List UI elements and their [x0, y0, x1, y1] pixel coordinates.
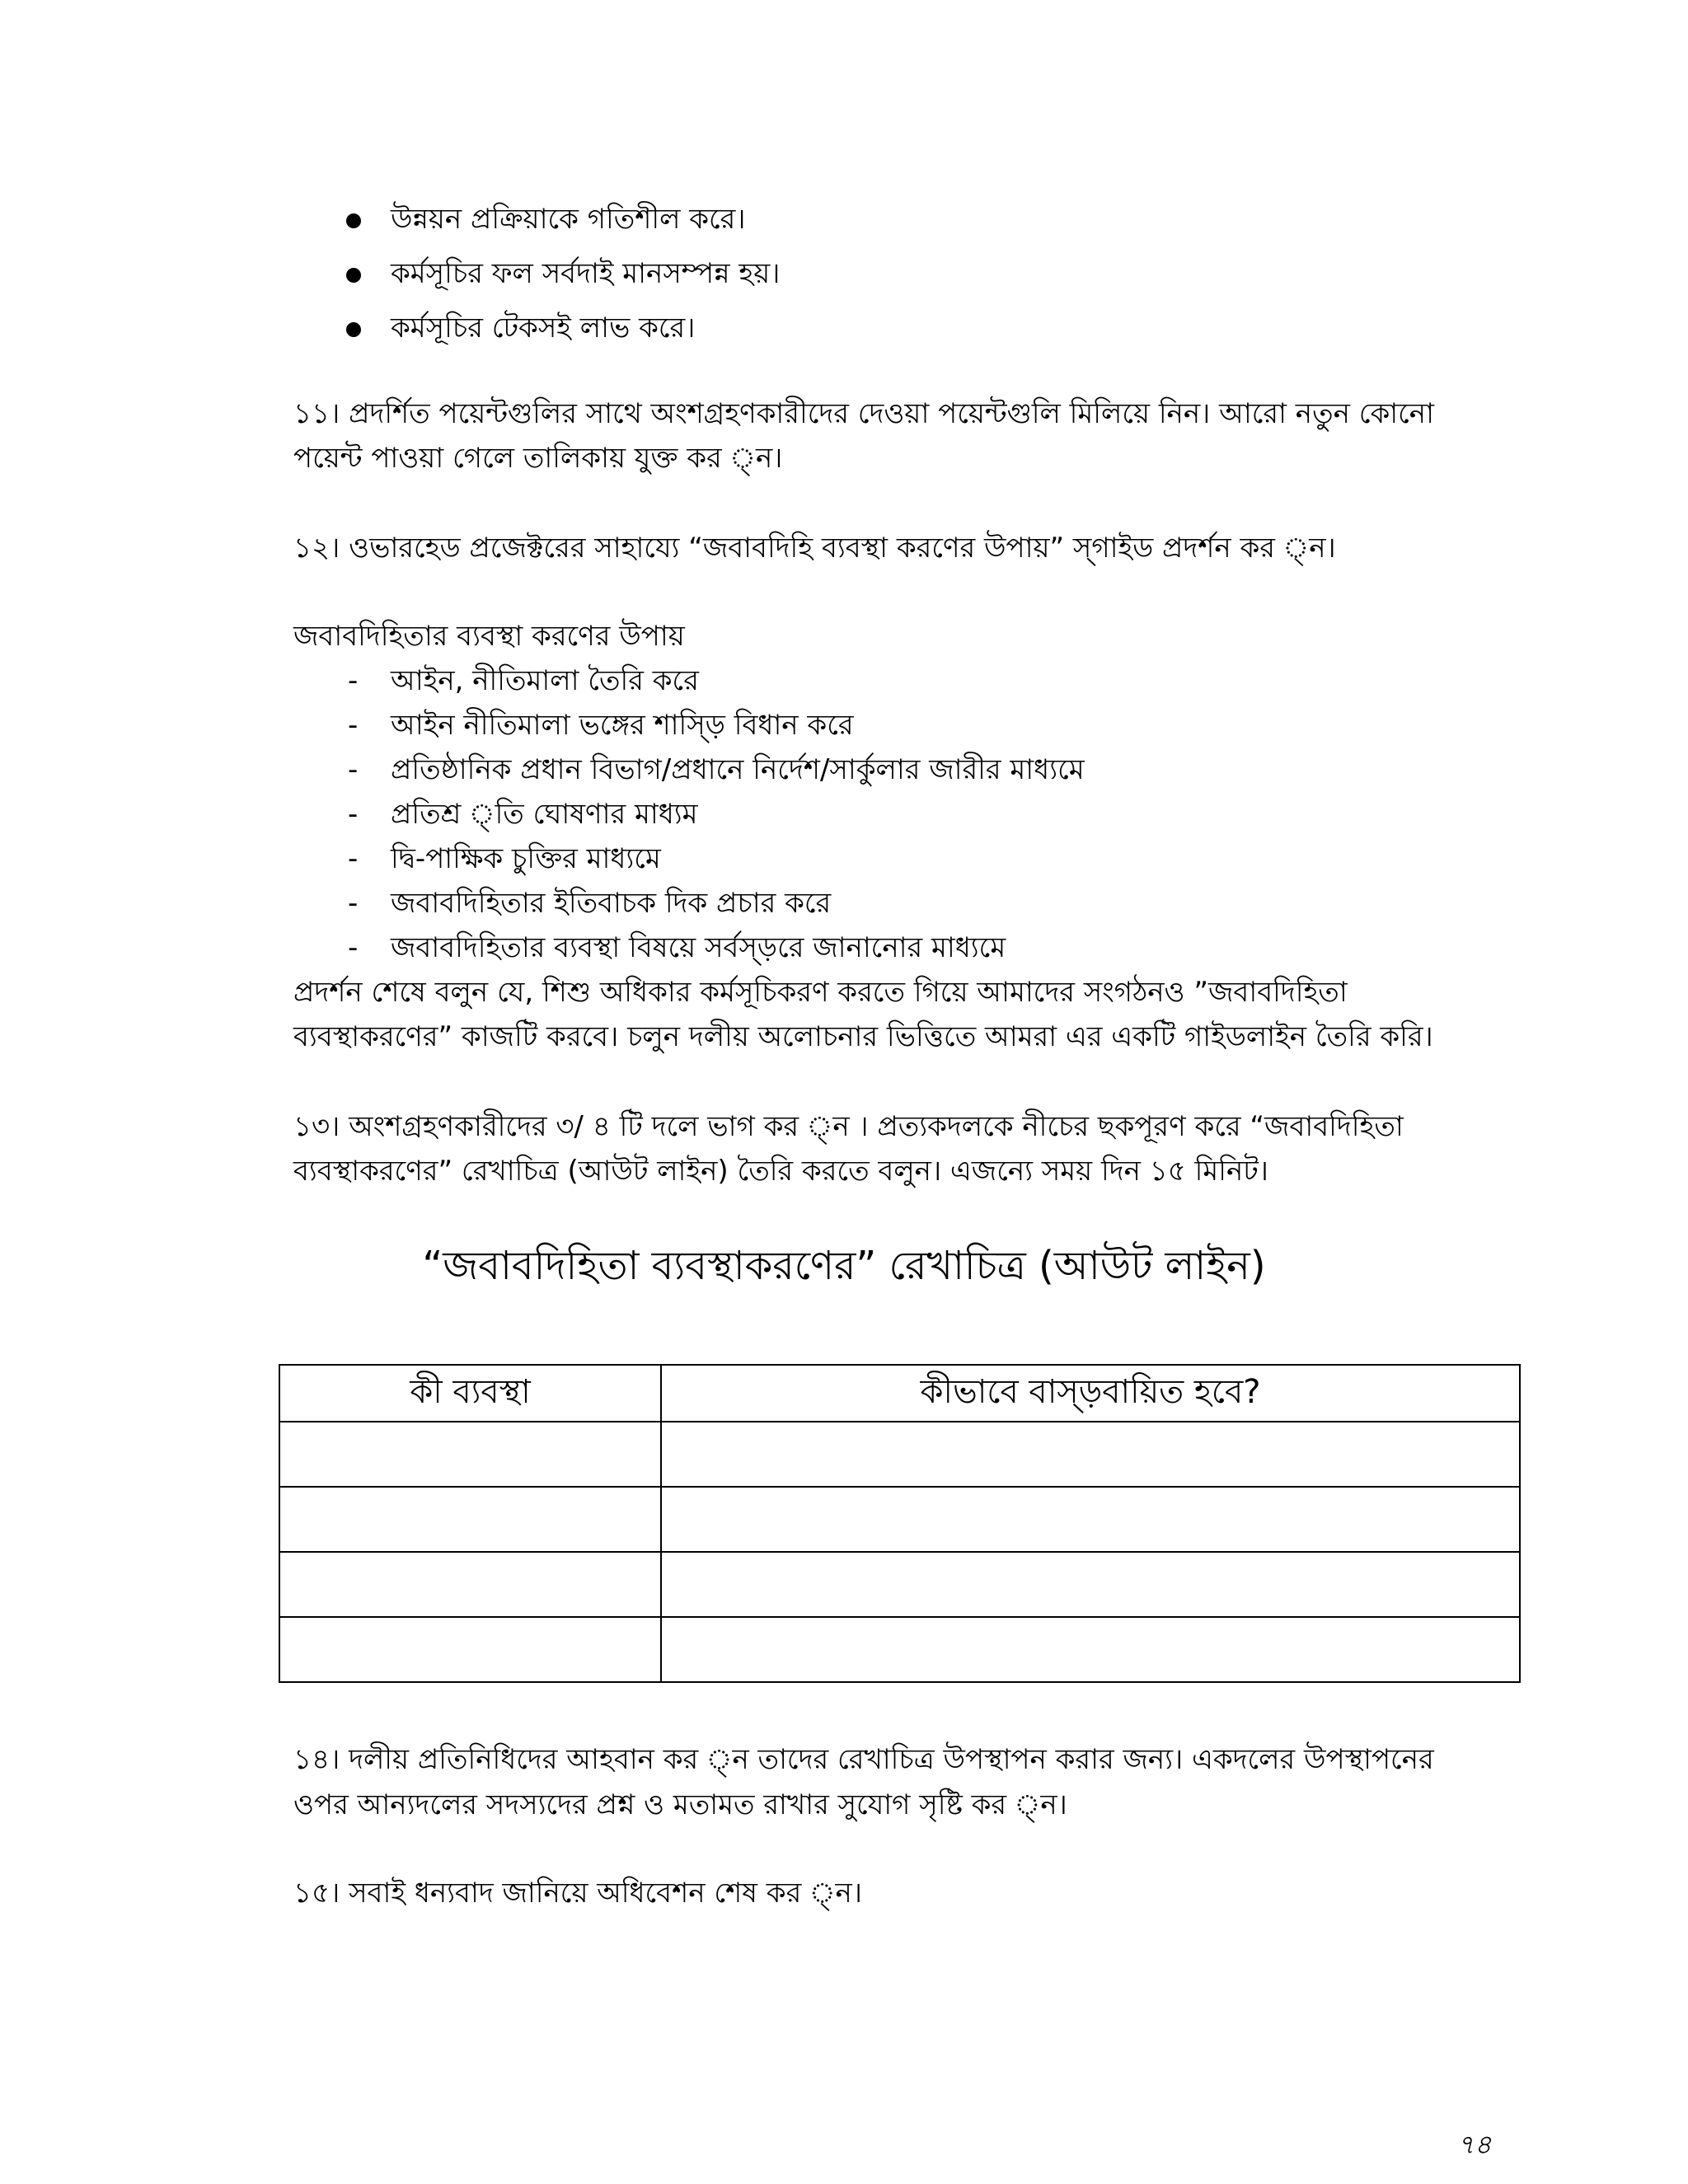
step-14-line-2: ওপর আন্যদলের সদস্যদের প্রশ্ন ও মতামত রাখার সুযোগ সৃষ্টি কর ্ন।: [293, 1788, 1067, 1821]
list-dash: -: [348, 709, 359, 742]
bullet-dot: [346, 213, 361, 228]
step-13-line-1: ১৩। অংশগ্রহণকারীদের ৩/ ৪ টি দলে ভাগ কর ্ন । প্রত্যকদলকে নীচের ছকপূরণ করে “জবাবদিহিতা: [293, 1110, 1404, 1143]
table-cell-measure[interactable]: [279, 1617, 661, 1682]
method-item-7: জবাবদিহিতার ব্যবস্থা বিষয়ে সর্বস্ড়রে জানানোর মাধ্যমে: [391, 931, 1006, 964]
method-item-4: প্রতিশ্র ্তি ঘোষণার মাধ্যম: [391, 798, 698, 831]
table-cell-implementation[interactable]: [661, 1617, 1520, 1682]
method-item-5: দ্বি-পাক্ষিক চুক্তির মাধ্যমে: [391, 842, 661, 875]
table-row: [279, 1552, 1520, 1617]
step-11-line-1: ১১। প্রদর্শিত পয়েন্টগুলির সাথে অংশগ্রহণকারীদের দেওয়া পয়েন্টগুলি মিলিয়ে নিন। আরো নতুন কোনো: [293, 397, 1434, 430]
bullet-item-3: কর্মসূচির টেকসই লাভ করে।: [391, 312, 696, 344]
step-13-line-2: ব্যবস্থাকরণের” রেখাচিত্র (আউট লাইন) তৈরি করতে বলুন। এজন্যে সময় দিন ১৫ মিনিট।: [293, 1155, 1268, 1188]
list-dash: -: [348, 798, 359, 831]
bullet-dot: [346, 268, 361, 283]
table-cell-implementation[interactable]: [661, 1552, 1520, 1617]
step-15-line-1: ১৫। সবাই ধন্যবাদ জানিয়ে অধিবেশন শেষ কর ্ন।: [293, 1877, 862, 1910]
method-item-2: আইন নীতিমালা ভঙ্গের শাস্ড়ি বিধান করে: [391, 709, 854, 742]
table-row: [279, 1487, 1520, 1552]
table-header-row: [279, 1365, 1520, 1422]
method-item-1: আইন, নীতিমালা তৈরি করে: [391, 664, 699, 697]
list-dash: -: [348, 753, 359, 786]
presentation-note-line-2: ব্যবস্থাকরণের” কাজটি করবে। চলুন দলীয় অলোচনার ভিত্তিতে আমরা এর একটি গাইডলাইন তৈরি করি।: [293, 1020, 1433, 1053]
bullet-item-1: উন্নয়ন প্রক্রিয়াকে গতিশীল করে।: [391, 203, 746, 236]
page-number: ৭৪: [1457, 2129, 1492, 2160]
list-dash: -: [348, 842, 359, 875]
step-11-line-2: পয়েন্ট পাওয়া গেলে তালিকায় যুক্ত কর ্ন।: [293, 442, 783, 475]
column-header-implementation: কীভাবে বাস্ড়বায়িত হবে?: [661, 1365, 1520, 1422]
step-12-line-1: ১২। ওভারহেড প্রজেক্টরের সাহায্যে “জবাবদিহি ব্যবস্থা করণের উপায়” স্গাইড প্রদর্শন কর ্ন।: [293, 532, 1336, 565]
bullet-dot: [346, 322, 361, 337]
methods-title: জবাবদিহিতার ব্যবস্থা করণের উপায়: [293, 620, 685, 653]
table-cell-measure[interactable]: [279, 1552, 661, 1617]
list-dash: -: [348, 931, 359, 964]
presentation-note-line-1: প্রদর্শন শেষে বলুন যে, শিশু অধিকার কর্মসূচিকরণ করতে গিয়ে আমাদের সংগঠনও ”জবাবদিহিতা: [293, 976, 1348, 1009]
list-dash: -: [348, 664, 359, 697]
method-item-3: প্রতিষ্ঠানিক প্রধান বিভাগ/প্রধানে নির্দেশ/সার্কুলার জারীর মাধ্যমে: [391, 753, 1085, 786]
outline-heading: “জবাবদিহিতা ব্যবস্থাকরণের” রেখাচিত্র (আউট লাইন): [422, 1243, 1266, 1289]
step-14-line-1: ১৪। দলীয় প্রতিনিধিদের আহবান কর ্ন তাদের রেখাচিত্র উপস্থাপন করার জন্য। একদলের উপস্থাপনের: [293, 1743, 1434, 1776]
outline-table: [279, 1364, 1521, 1683]
column-header-measure: কী ব্যবস্থা: [279, 1365, 661, 1422]
table-row: [279, 1422, 1520, 1487]
table-cell-measure[interactable]: [279, 1422, 661, 1487]
table-row: [279, 1617, 1520, 1682]
list-dash: -: [348, 887, 359, 920]
table-cell-measure[interactable]: [279, 1487, 661, 1552]
table-cell-implementation[interactable]: [661, 1487, 1520, 1552]
table-cell-implementation[interactable]: [661, 1422, 1520, 1487]
method-item-6: জবাবদিহিতার ইতিবাচক দিক প্রচার করে: [391, 887, 832, 920]
bullet-item-2: কর্মসূচির ফল সর্বদাই মানসম্পন্ন হয়।: [391, 257, 781, 290]
